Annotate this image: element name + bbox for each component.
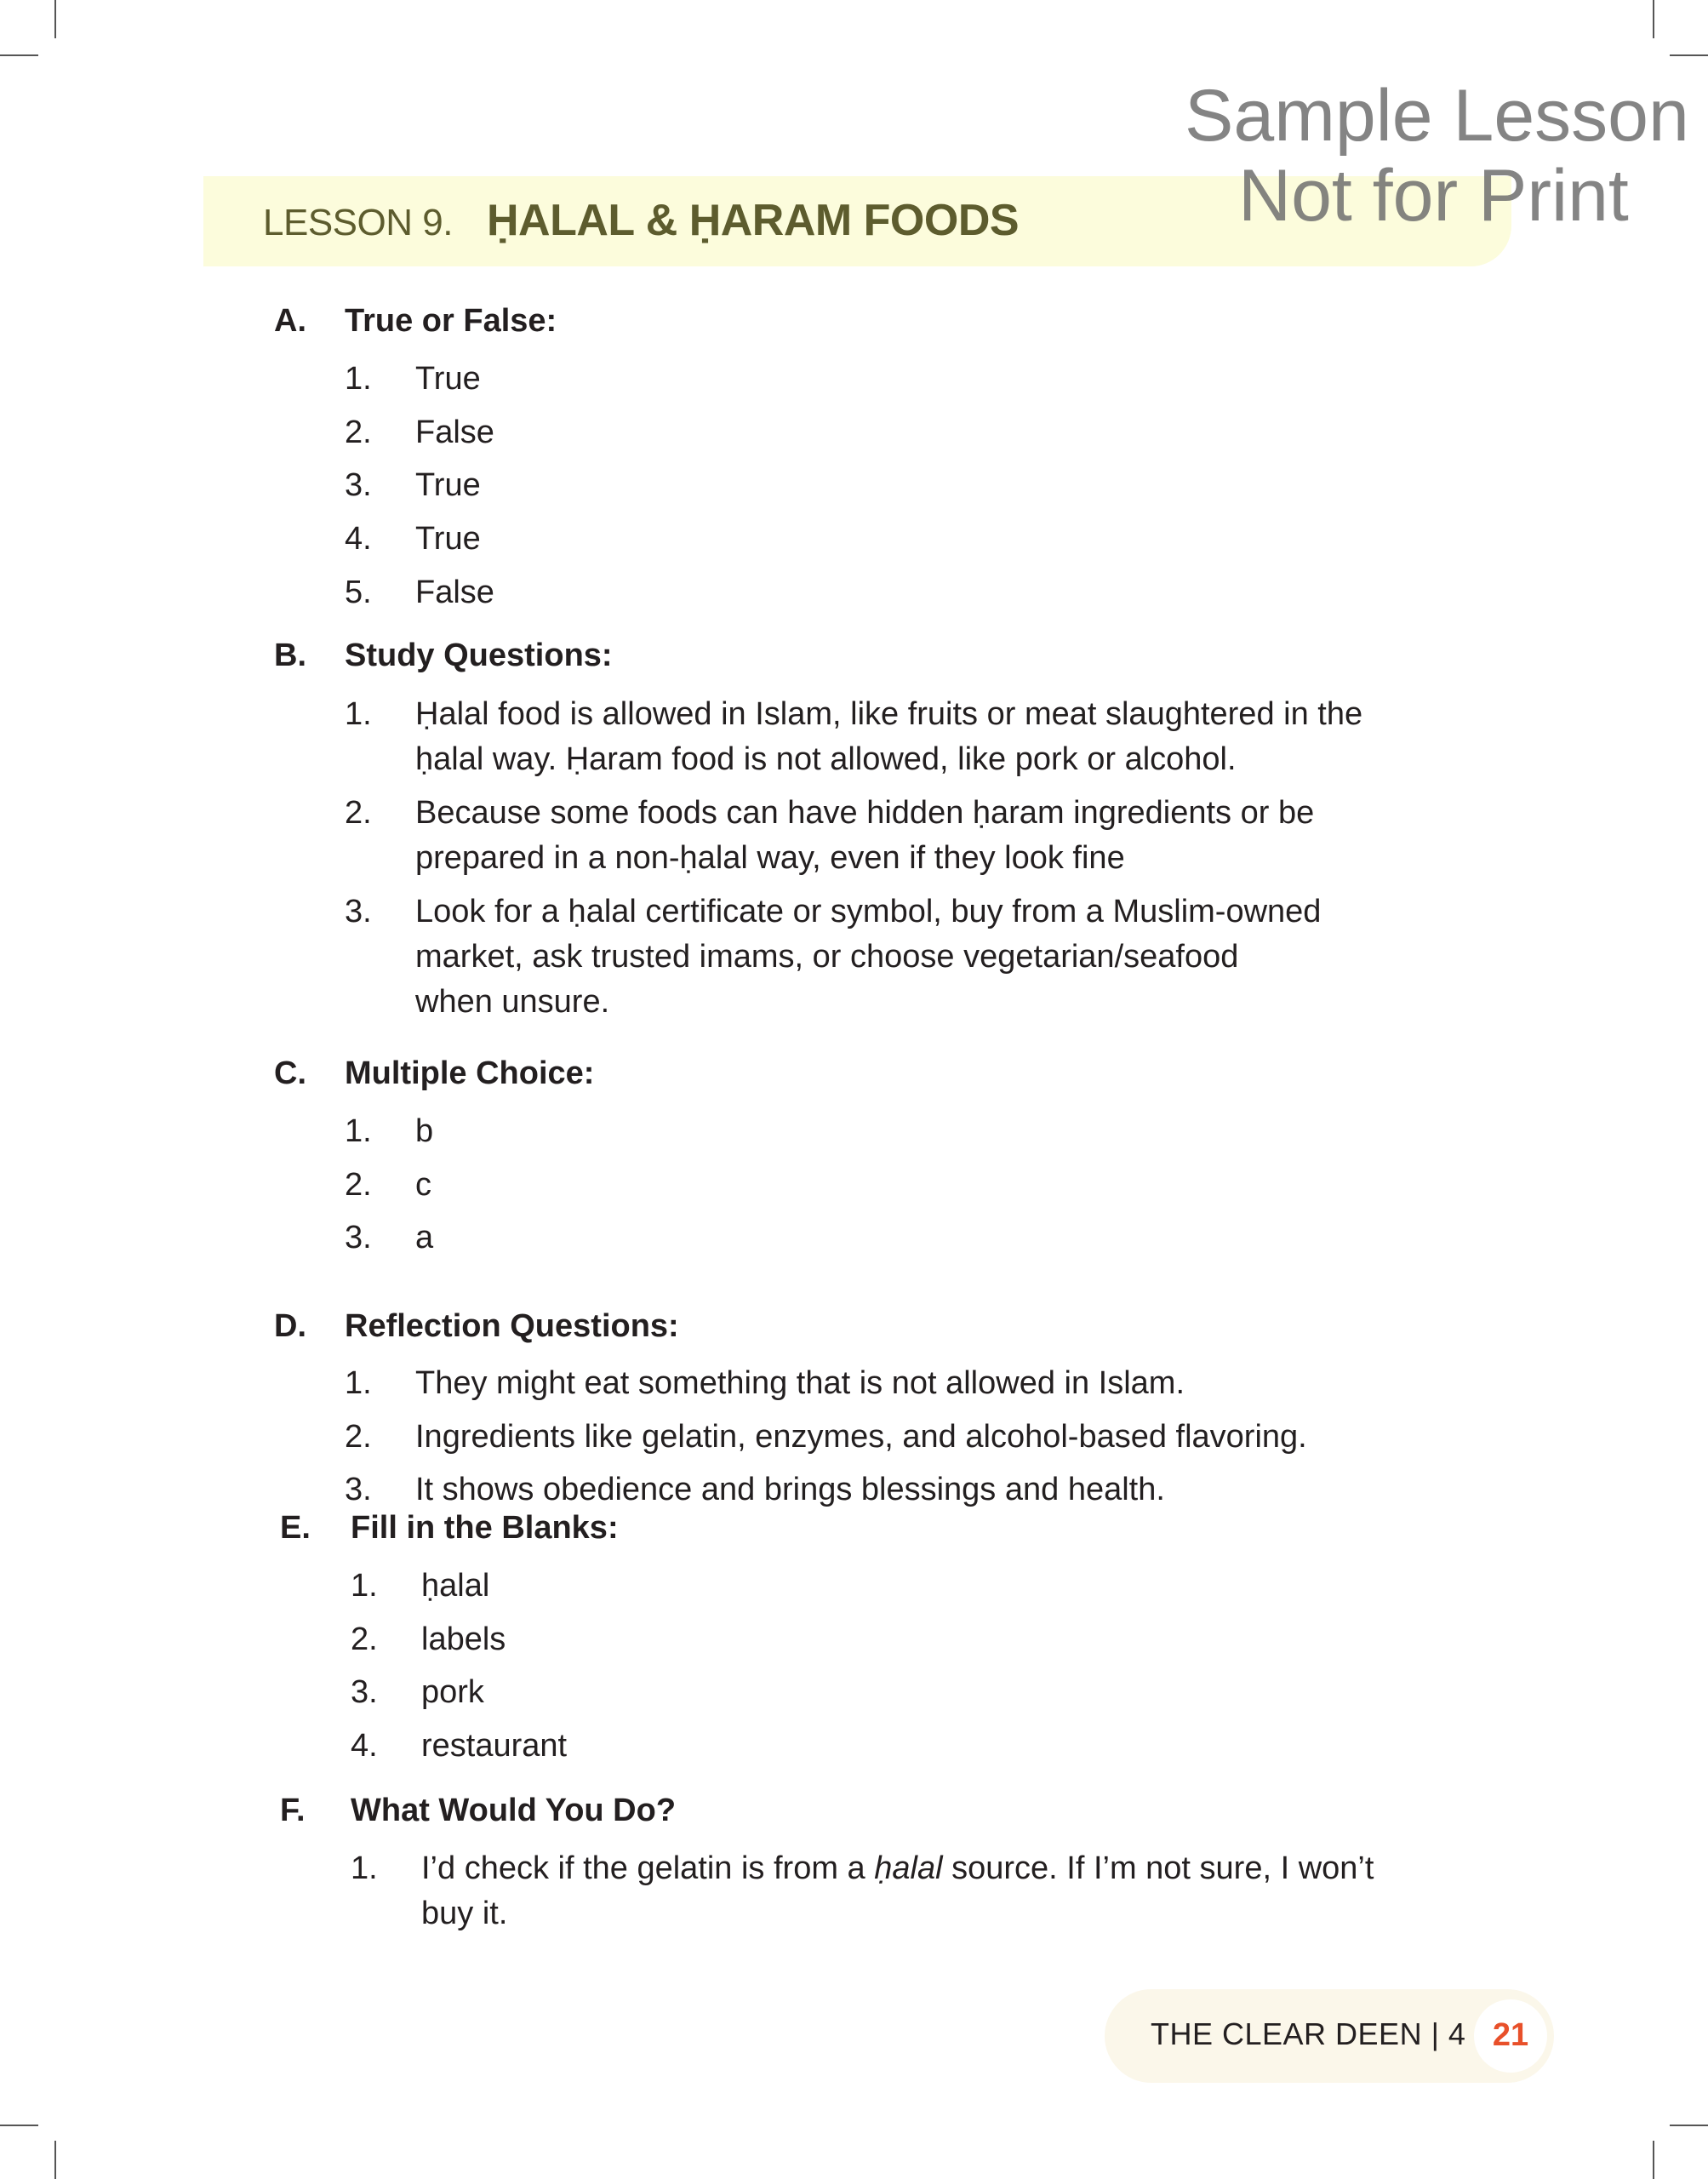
list-item-text: True <box>415 521 481 557</box>
list-item-text: ḥalal <box>421 1568 490 1604</box>
list-item-text: Ingredients like gelatin, enzymes, and alcohol-based flavoring. <box>415 1419 1307 1455</box>
list-item-text: Because some foods can have hidden ḥaram ingredients or be <box>415 795 1315 831</box>
list-item-number: 2. <box>351 1621 378 1657</box>
section-heading: True or False: <box>345 303 557 339</box>
list-item-number: 2. <box>345 415 372 450</box>
list-item-text: ḥalal way. Ḥaram food is not allowed, like pork or alcohol. <box>415 741 1237 777</box>
list-item-number: 5. <box>345 575 372 610</box>
list-item-text: market, ask trusted imams, or choose vegetarian/seafood <box>415 939 1239 975</box>
list-item-text: False <box>415 575 494 610</box>
list-item-text: restaurant <box>421 1728 568 1764</box>
list-item-text: when unsure. <box>415 984 610 1020</box>
crop-mark-top-right-horizontal <box>1670 54 1708 56</box>
list-item-number: 1. <box>345 1113 372 1149</box>
list-item-number: 1. <box>351 1568 378 1604</box>
page-number: 21 <box>1492 2017 1529 2053</box>
crop-mark-bottom-right-horizontal <box>1670 2125 1708 2126</box>
section-letter: B. <box>274 638 306 673</box>
list-item-text: They might eat something that is not allowed in Islam. <box>415 1365 1185 1401</box>
crop-mark-bottom-left-horizontal <box>0 2125 38 2126</box>
crop-mark-top-left-horizontal <box>0 54 38 56</box>
list-item-number: 1. <box>351 1850 378 1886</box>
list-item-number: 1. <box>345 361 372 397</box>
crop-mark-bottom-left-vertical <box>54 2141 56 2179</box>
list-item-text: buy it. <box>421 1896 508 1931</box>
lesson-label: LESSON 9. <box>263 202 453 243</box>
list-item-number: 1. <box>345 1365 372 1401</box>
list-item-text: True <box>415 467 481 503</box>
list-item-number: 3. <box>345 1220 372 1255</box>
list-item-number: 4. <box>345 521 372 557</box>
watermark-line-1: Sample Lesson <box>1185 75 1689 157</box>
section-letter: E. <box>280 1510 311 1546</box>
list-item-text: b <box>415 1113 434 1149</box>
list-item-number: 4. <box>351 1728 378 1764</box>
list-item-number: 3. <box>345 467 372 503</box>
section-heading: Study Questions: <box>345 638 613 673</box>
list-item-text: a <box>415 1220 434 1255</box>
section-letter: A. <box>274 303 306 339</box>
list-item-text: I’d check if the gelatin is from a ḥalal source. If I’m not sure, I won’t <box>421 1850 1374 1886</box>
crop-mark-bottom-right-vertical <box>1653 2141 1654 2179</box>
list-item-number: 1. <box>345 696 372 732</box>
list-item-number: 2. <box>345 795 372 831</box>
section-heading: Multiple Choice: <box>345 1055 595 1091</box>
list-item-number: 3. <box>345 1472 372 1507</box>
list-item-text: labels <box>421 1621 506 1657</box>
lesson-title: ḤALAL & ḤARAM FOODS <box>487 196 1020 245</box>
italic-term: ḥalal <box>874 1850 943 1886</box>
list-item-number: 2. <box>345 1167 372 1203</box>
list-item-number: 3. <box>351 1674 378 1710</box>
watermark-line-2: Not for Print <box>1238 155 1629 237</box>
section-heading: Reflection Questions: <box>345 1308 679 1344</box>
list-item-text: prepared in a non-ḥalal way, even if they look fine <box>415 840 1125 876</box>
list-item-number: 3. <box>345 894 372 929</box>
section-letter: F. <box>280 1793 306 1828</box>
footer-book-title: THE CLEAR DEEN | 4 <box>1151 2016 1466 2051</box>
section-letter: C. <box>274 1055 306 1091</box>
list-item-text: Ḥalal food is allowed in Islam, like fruits or meat slaughtered in the <box>415 696 1363 732</box>
list-item-text: Look for a ḥalal certificate or symbol, buy from a Muslim-owned <box>415 894 1322 929</box>
list-item-text: It shows obedience and brings blessings and health. <box>415 1472 1165 1507</box>
section-heading: Fill in the Blanks: <box>351 1510 619 1546</box>
crop-mark-top-left-vertical <box>54 0 56 38</box>
crop-mark-top-right-vertical <box>1653 0 1654 38</box>
section-letter: D. <box>274 1308 306 1344</box>
list-item-text: False <box>415 415 494 450</box>
section-heading: What Would You Do? <box>351 1793 677 1828</box>
list-item-text: pork <box>421 1674 484 1710</box>
list-item-text: True <box>415 361 481 397</box>
list-item-text: c <box>415 1167 431 1203</box>
list-item-number: 2. <box>345 1419 372 1455</box>
